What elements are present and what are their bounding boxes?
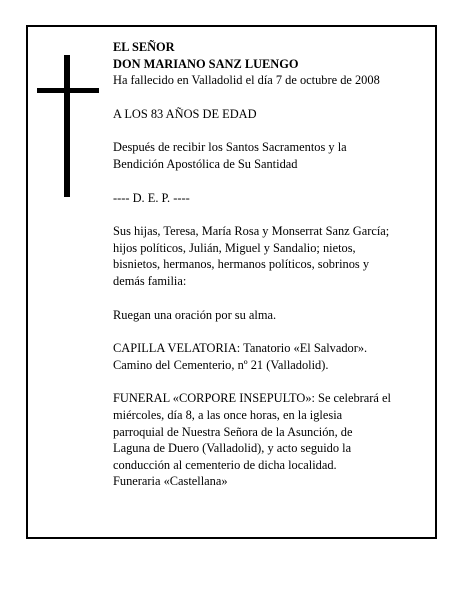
prayer-line: Ruegan una oración por su alma.	[113, 307, 277, 322]
funeral-block	[113, 390, 431, 490]
funeral-line-5: conducción al cementerio de dicha localidad.	[113, 457, 337, 472]
deceased-name: DON MARIANO SANZ LUENGO	[113, 56, 299, 71]
funeral-line-4: Laguna de Duero (Valladolid), y acto seguido la	[113, 441, 352, 456]
notice-text	[113, 39, 431, 490]
chapel-block	[113, 340, 431, 373]
age-line: A LOS 83 AÑOS DE EDAD	[113, 106, 257, 121]
death-statement: Ha fallecido en Valladolid el día 7 de octubre de 2008	[113, 73, 380, 88]
chapel-line-1: CAPILLA VELATORIA: Tanatorio «El Salvador».	[113, 341, 368, 356]
sacraments-block	[113, 139, 431, 172]
cross-horizontal-bar	[37, 88, 99, 93]
family-line-2: hijos políticos, Julián, Miguel y Sandalio; nietos,	[113, 240, 356, 255]
funeral-line-1: FUNERAL «CORPORE INSEPULTO»: Se celebrará el	[113, 391, 391, 406]
header-block	[113, 39, 431, 89]
funeral-home: Funeraria «Castellana»	[113, 474, 228, 489]
chapel-line-2: Camino del Cementerio, nº 21 (Valladolid).	[113, 357, 329, 372]
funeral-line-2: miércoles, día 8, a las once horas, en la iglesia	[113, 407, 343, 422]
header-title: EL SEÑOR	[113, 40, 175, 54]
family-line-4: demás familia:	[113, 273, 187, 288]
sacraments-line-1: Después de recibir los Santos Sacramentos y la	[113, 140, 347, 155]
sacraments-line-2: Bendición Apostólica de Su Santidad	[113, 156, 298, 171]
funeral-line-3: parroquial de Nuestra Señora de la Asunción, de	[113, 424, 353, 439]
dep-line: ---- D. E. P. ----	[113, 190, 190, 205]
family-block	[113, 223, 431, 289]
family-line-1: Sus hijas, Teresa, María Rosa y Monserrat Sanz García;	[113, 224, 390, 239]
family-line-3: bisnietos, hermanos, hermanos políticos, sobrinos y	[113, 257, 370, 272]
cross-icon	[37, 55, 99, 197]
cross-vertical-bar	[64, 55, 70, 197]
